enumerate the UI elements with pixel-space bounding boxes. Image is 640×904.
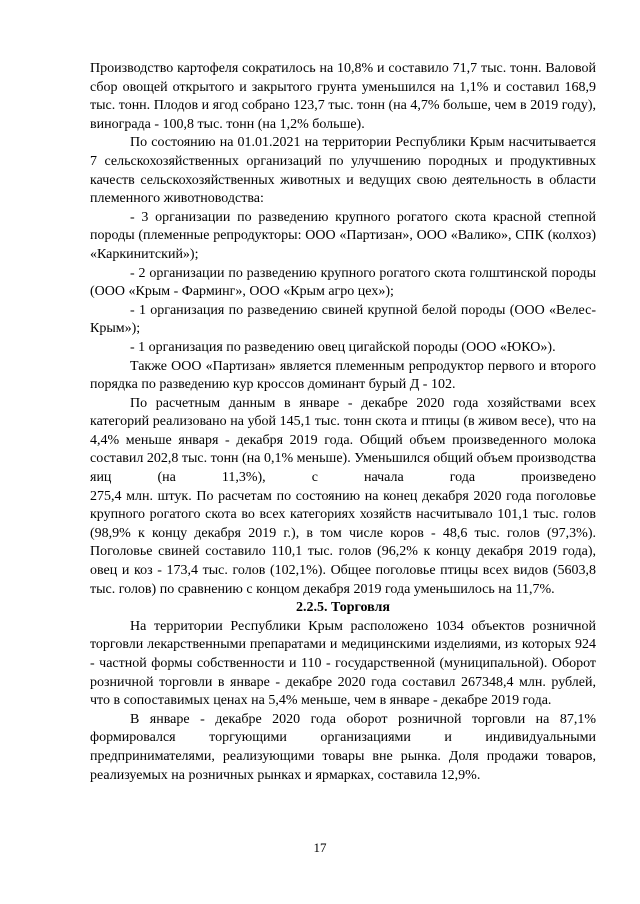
paragraph-poultry-breeding: Также ООО «Партизан» является племенным репродуктор первого и второго порядка по разведению кур кроссов доминант бурый Д - 102. xyxy=(90,358,596,393)
list-item-large-white-pigs: - 1 организация по разведению свиней крупной белой породы (ООО «Велес-Крым»); xyxy=(90,302,596,337)
paragraph-breeding-organizations: По состоянию на 01.01.2021 на территории Республики Крым насчитывается 7 сельскохозяйственных организаций по улучшению породных и продуктивных качеств сельскохозяйственных животных и ведущих свою деятельность в области племенного животноводства: xyxy=(90,135,596,207)
page-body xyxy=(90,60,596,785)
paragraph-livestock-herd: 275,4 млн. штук. По расчетам по состоянию на конец декабря 2020 года поголовье крупного рогатого скота во всех категориях хозяйств насчитывало 101,1 тыс. голов (98,9% к концу декабря 2019 г.), в том числе коров - 48,6 тыс. голов (97,3%). Поголовье свиней составило 110,1 тыс. голов (96,2% к концу декабря 2019 года), овец и коз - 173,4 тыс. голов (102,1%). Общее поголовье птицы всех видов (5603,8 тыс. голов) по сравнению с концом декабря 2019 года уменьшилось на 11,7%. xyxy=(90,488,596,597)
list-item-holstein-cattle: - 2 организации по разведению крупного рогатого скота голштинской породы (ООО «Крым - Фарминг», ООО «Крым агро цех»); xyxy=(90,265,596,300)
paragraph-livestock-production: По расчетным данным в январе - декабре 2020 года хозяйствами всех категорий реализовано на убой 145,1 тыс. тонн скота и птицы (в живом весе), что на 4,4% меньше января - декабря 2019 года. Общий объем произведенного молока составил 202,8 тыс. тонн (на 0,1% меньше). Уменьшился общий объем производства яиц (на 11,3%), с начала года произведено xyxy=(90,395,596,486)
list-item-red-steppe-cattle: - 3 организации по разведению крупного рогатого скота красной степной породы (племенные репродукторы: ООО «Партизан», ООО «Валико», СПК (колхоз) «Каркинитский»); xyxy=(90,209,596,262)
paragraph-retail-structure: В январе - декабре 2020 года оборот розничной торговли на 87,1% формировался торгующими организациями и индивидуальными предпринимателями, реализующими товары вне рынка. Доля продажи товаров, реализуемых на розничных рынках и ярмарках, составила 12,9%. xyxy=(90,711,596,783)
section-heading-trade: 2.2.5. Торговля xyxy=(296,600,390,616)
page-number: 17 xyxy=(313,840,327,855)
list-item-tsigai-sheep: - 1 организация по разведению овец цигайской породы (ООО «ЮКО»). xyxy=(130,339,556,355)
paragraph-pharmacy-retail: На территории Республики Крым расположено 1034 объектов розничной торговли лекарственными препаратами и медицинскими изделиями, из которых 924 - частной формы собственности и 110 - государственной (муниципальной). Оборот розничной торговли в январе - декабре 2020 года составил 267348,4 млн. рублей, что в сопоставимых ценах на 5,4% меньше, чем в январе - декабре 2019 года. xyxy=(90,618,596,709)
paragraph-potato-vegetables-fruit: Производство картофеля сократилось на 10,8% и составило 71,7 тыс. тонн. Валовой сбор овощей открытого и закрытого грунта уменьшился на 1,1% и составил 168,9 тыс. тонн. Плодов и ягод собрано 123,7 тыс. тонн (на 4,7% больше, чем в 2019 году), винограда - 100,8 тыс. тонн (на 1,2% больше). xyxy=(90,61,596,132)
